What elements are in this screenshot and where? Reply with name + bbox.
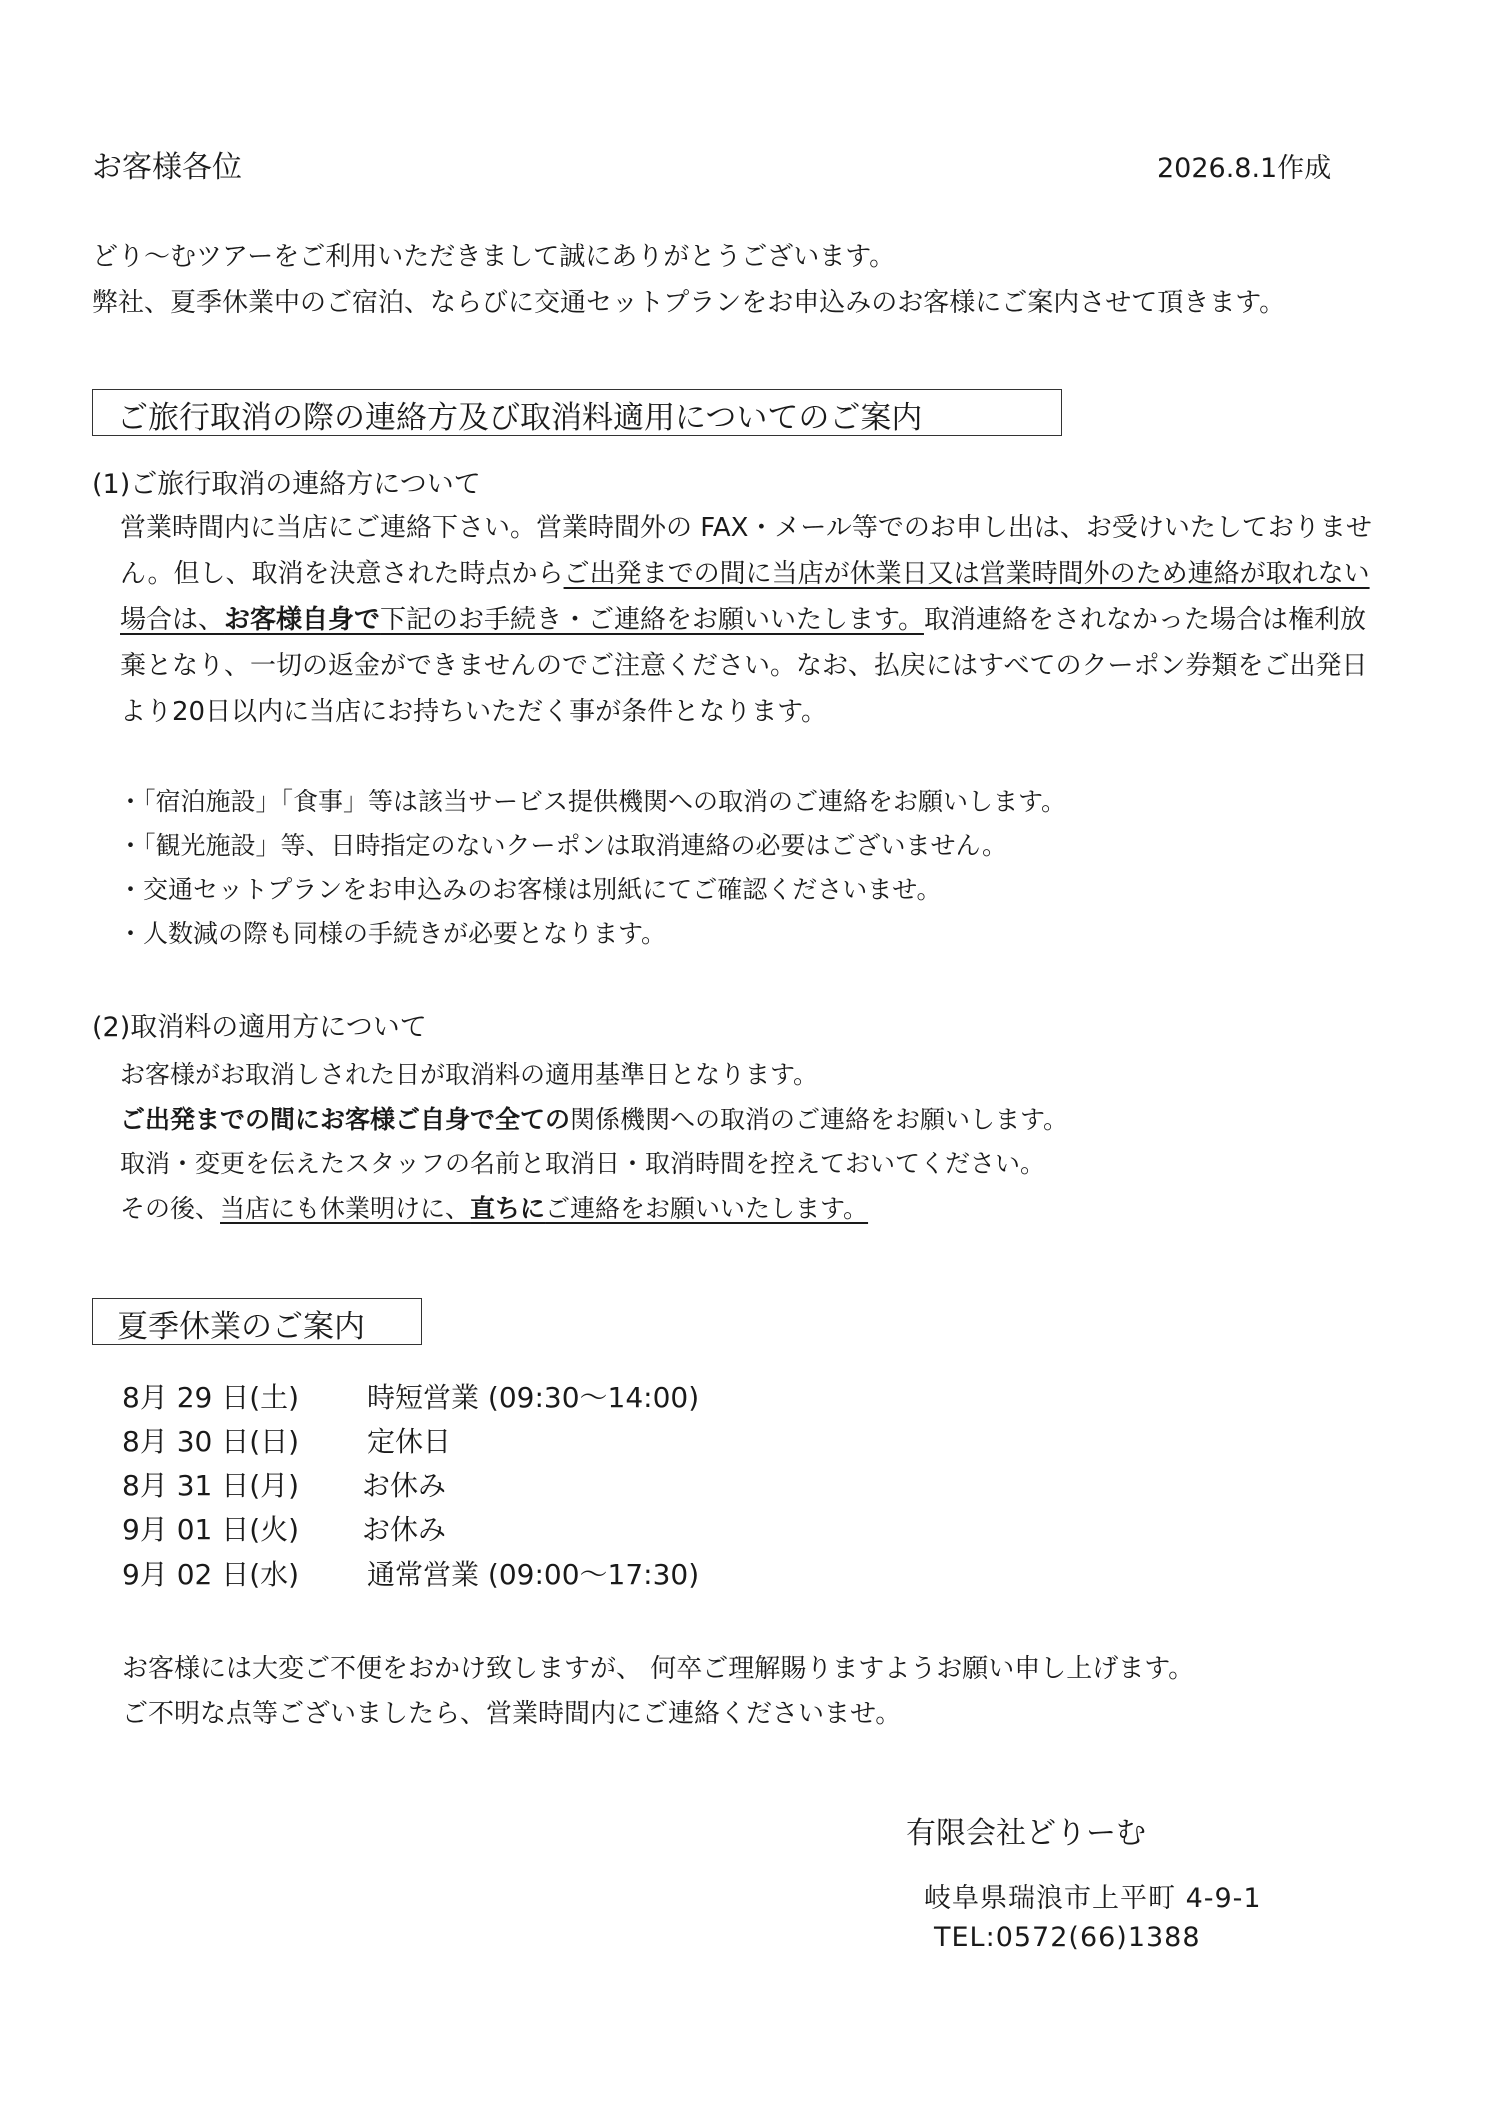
sub-2-line-4-underlined (220, 1194, 868, 1223)
sub-2-line-2-bold: ご出発までの間にお客様ご自身で全ての (120, 1105, 571, 1134)
document-date: 2026.8.1作成 (1157, 153, 1332, 184)
sub-2-line-1: お客様がお取消しされた日が取消料の適用基準日となります。 (120, 1060, 819, 1089)
bullet-item: ・「宿泊施設」「食事」等は該当サービス提供機関への取消のご連絡をお願いします。 (118, 787, 1067, 816)
sub-1-line-4: 棄となり、一切の返金ができませんのでご注意ください。なお、払戻にはすべてのクーポン券類をご出発日 (120, 651, 1368, 681)
salutation: お客様各位 (92, 150, 242, 185)
schedule-status: 時短営業 (09:30〜14:00) (367, 1381, 700, 1414)
schedule-date: 9月 01 日(火) (122, 1513, 300, 1546)
sub-2-line-4 (120, 1189, 868, 1225)
schedule-date: 8月 31 日(月) (122, 1469, 300, 1502)
sub-2-line-3: 取消・変更を伝えたスタッフの名前と取消日・取消時間を控えておいてください。 (120, 1149, 1046, 1178)
schedule-status: 定休日 (367, 1425, 452, 1458)
sub-1-line-3-u2: 下記のお手続き・ご連絡をお願いいたします。 (380, 605, 924, 635)
sub-1-line-3-underlined (120, 605, 924, 635)
section-2-title-text: 夏季休業のご案内 (117, 1309, 365, 1345)
schedule-status: お休み (362, 1513, 447, 1546)
company-address: 岐阜県瑞浪市上平町 4-9-1 (924, 1883, 1262, 1914)
sub-2-line-4-text: その後、 (120, 1194, 221, 1223)
schedule-status: お休み (362, 1469, 447, 1502)
sub-1-line-2 (120, 551, 1372, 597)
sub-1-line-2-underlined: ご出発までの間に当店が休業日又は営業時間外のため連絡が取れない (563, 559, 1370, 589)
sub-1-line-2-text: ん。但し、取消を決意された時点から (120, 559, 564, 589)
company-tel: TEL:0572(66)1388 (934, 1922, 1201, 1953)
company-name: 有限会社どりーむ (906, 1816, 1146, 1851)
sub-2-line-2 (120, 1100, 1068, 1136)
section-1-title (92, 389, 1062, 436)
sub-1-line-1: 営業時間内に当店にご連絡下さい。営業時間外の FAX・メール等でのお申し出は、お受けいたしておりませ (120, 513, 1372, 543)
closing-line-2: ご不明な点等ございましたら、営業時間内にご連絡くださいませ。 (122, 1699, 902, 1729)
intro-line-2: 弊社、夏季休業中のご宿泊、ならびに交通セットプランをお申込みのお客様にご案内させて頂きます。 (92, 288, 1286, 318)
sub-1-line-3-bold: お客様自身で (224, 605, 381, 635)
section-1-title-text: ご旅行取消の際の連絡方及び取消料適用についてのご案内 (117, 400, 923, 436)
schedule-status: 通常営業 (09:00〜17:30) (367, 1558, 700, 1591)
closing-line-1: お客様には大変ご不便をおかけ致しますが、 何卒ご理解賜りますようお願い申し上げます。 (122, 1654, 1195, 1684)
schedule-date: 9月 02 日(水) (122, 1558, 300, 1591)
sub-1-line-5: より20日以内に当店にお持ちいただく事が条件となります。 (120, 697, 828, 727)
sub-1-line-3-rest: 取消連絡をされなかった場合は権利放 (923, 605, 1366, 635)
sub-2-line-4-u1: 当店にも休業明けに、 (220, 1194, 471, 1223)
schedule-date: 8月 30 日(日) (122, 1425, 300, 1458)
sub-1-line-3 (120, 597, 1372, 643)
sub-2-line-4-u2: ご連絡をお願いいたします。 (545, 1194, 869, 1223)
section-2-title (92, 1298, 422, 1345)
sub-1-paragraph (120, 505, 1372, 735)
schedule-date: 8月 29 日(土) (122, 1381, 300, 1414)
bullet-item: ・交通セットプランをお申込みのお客様は別紙にてご確認くださいませ。 (118, 875, 942, 904)
sub-2-heading: (2)取消料の適用方について (92, 1012, 427, 1043)
bullet-item: ・人数減の際も同様の手続きが必要となります。 (118, 919, 667, 948)
sub-1-heading: (1)ご旅行取消の連絡方について (92, 469, 481, 500)
sub-2-line-4-bold: 直ちに (470, 1194, 546, 1223)
intro-line-1: どり〜むツアーをご利用いただきまして誠にありがとうございます。 (92, 242, 896, 272)
bullet-item: ・「観光施設」等、日時指定のないクーポンは取消連絡の必要はございません。 (118, 831, 1008, 860)
sub-2-line-2-rest: 関係機関への取消のご連絡をお願いします。 (570, 1105, 1069, 1134)
sub-1-line-3-u1: 場合は、 (120, 605, 225, 635)
